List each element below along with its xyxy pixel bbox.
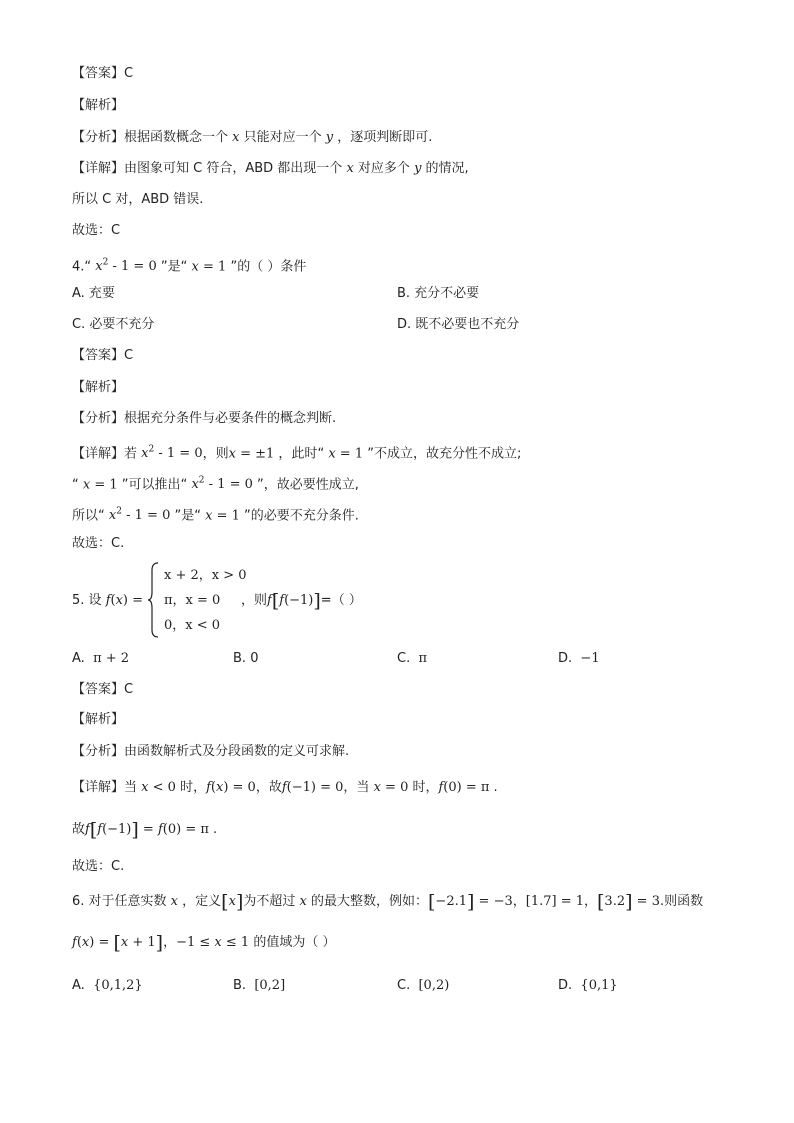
q4-fenxi-line: 【分析】根据充分条件与必要条件的概念判断. [72,411,337,426]
q5-case-3: 0，x < 0 [164,618,221,633]
q4-option-c: C. 必要不充分 [72,317,155,332]
q5-option-c: C. π [397,651,428,666]
q4-option-d: D. 既不必要也不充分 [397,317,520,332]
q3-conclusion: 所以 C 对，ABD 错误. [72,192,204,207]
q4-stem: 4.“ $x^2 - 1 = 0$ ”是“ x = 1 ”的（ ）条件 [72,258,307,275]
q5-option-d: D. −1 [558,651,600,666]
q5-option-b: B. 0 [233,651,259,666]
q4-xiangjie-line1: 【详解】若 $x^2 - 1 = 0$，则x = ±1 ，此时“ x = 1 ”不成立，故充分性不成立; [72,445,522,462]
q4-option-a: A. 充要 [72,286,115,301]
q4-option-b: B. 充分不必要 [397,286,480,301]
q5-stem-right: ，则f[f(−1)]=（ ） [241,590,362,612]
q6-stem-line1: 6. 对于任意实数 x ，定义[x]为不超过 x 的最大整数，例如：[−2.1] = −3，[1.7] = 1，[3.2] = 3.则函数 [72,891,704,913]
q3-fenxi-line: 【分析】根据函数概念一个 x 只能对应一个 y ，逐项判断即可. [72,130,433,145]
q3-xiangjie-line: 【详解】由图象可知 C 符合，ABD 都出现一个 x 对应多个 y 的情况, [72,161,469,176]
q6-option-c: C. [0,2) [397,978,450,993]
q4-answer-line: 【答案】C [72,348,134,363]
q3-choose: 故选：C [72,223,121,238]
q4-analysis-tag: 【解析】 [72,380,125,395]
q4-xiangjie-line3: 所以“ $x^2 - 1 = 0$ ”是“ x = 1 ”的必要不充分条件. [72,507,359,524]
q4-xiangjie-line2: “ x = 1 ”可以推出“ $x^2 - 1 = 0$ ”，故必要性成立, [72,476,359,493]
q5-xiangjie-line: 【详解】当 x < 0 时，f(x) = 0，故f(−1) = 0，当 x = 0 时，f(0) = π . [72,780,498,795]
q3-answer-line [72,64,133,84]
q5-case-1: x + 2，x > 0 [164,568,247,583]
q5-case-2: π，x = 0 [164,593,221,608]
q6-option-a: A. {0,1,2} [72,978,143,993]
q5-choose: 故选：C. [72,859,125,874]
answer-value: C [124,66,134,81]
answer-tag: 【答案】 [72,66,125,81]
q6-stem-line2: f(x) = [x + 1]，−1 ≤ x ≤ 1 的值域为（ ） [72,932,336,954]
q5-conclusion: 故f[f(−1)] = f(0) = π . [72,819,218,841]
q5-analysis-tag: 【解析】 [72,712,125,727]
q5-brace-icon [148,562,160,638]
q5-fenxi-line: 【分析】由函数解析式及分段函数的定义可求解. [72,744,350,759]
q3-analysis-tag: 【解析】 [72,98,125,113]
q6-option-b: B. [0,2] [233,978,286,993]
q5-stem-left: 5. 设 f(x) = [72,593,144,608]
q5-answer-line: 【答案】C [72,682,134,697]
q4-choose: 故选：C. [72,536,125,551]
q5-option-a: A. π + 2 [72,651,130,666]
q6-option-d: D. {0,1} [558,978,618,993]
